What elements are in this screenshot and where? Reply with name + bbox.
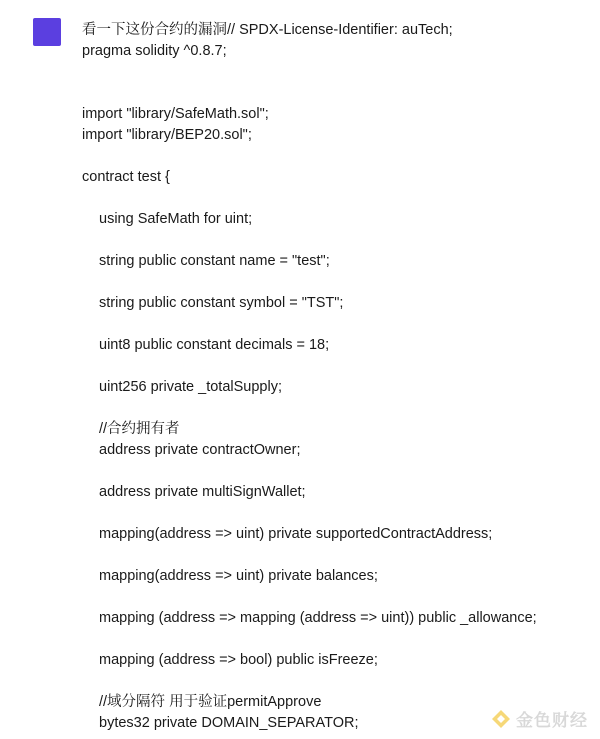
code-line: 看一下这份合约的漏洞// SPDX-License-Identifier: auTech; xyxy=(82,22,453,38)
code-line: uint256 private _totalSupply; xyxy=(99,379,282,395)
code-line: string public constant name = "test"; xyxy=(99,253,330,269)
message-body xyxy=(82,20,592,734)
blank-line xyxy=(82,62,592,83)
blank-line xyxy=(82,230,592,251)
blank-line xyxy=(82,545,592,566)
blank-line xyxy=(82,587,592,608)
watermark xyxy=(491,706,588,731)
code-line: uint8 public constant decimals = 18; xyxy=(99,337,330,353)
user-avatar xyxy=(33,18,61,46)
code-line: import "library/SafeMath.sol"; xyxy=(82,106,269,122)
code-line: import "library/BEP20.sol"; xyxy=(82,127,252,143)
jinse-logo-icon xyxy=(491,709,511,729)
blank-line xyxy=(82,629,592,650)
code-line: address private contractOwner; xyxy=(99,442,301,458)
blank-line xyxy=(82,83,592,104)
code-line: pragma solidity ^0.8.7; xyxy=(82,43,227,59)
code-line: mapping (address => mapping (address => uint)) public _allowance; xyxy=(99,610,537,626)
blank-line xyxy=(82,314,592,335)
code-line: using SafeMath for uint; xyxy=(99,211,253,227)
code-line: address private multiSignWallet; xyxy=(99,484,306,500)
blank-line xyxy=(82,503,592,524)
blank-line xyxy=(82,398,592,419)
blank-line xyxy=(82,146,592,167)
blank-line xyxy=(82,461,592,482)
code-line: string public constant symbol = "TST"; xyxy=(99,295,344,311)
code-line: //域分隔符 用于验证permitApprove xyxy=(99,694,322,710)
code-line: mapping (address => bool) public isFreeze; xyxy=(99,652,378,668)
blank-line xyxy=(82,671,592,692)
blank-line xyxy=(82,356,592,377)
code-line: mapping(address => uint) private balances; xyxy=(99,568,378,584)
watermark-text: 金色财经 xyxy=(516,711,588,731)
code-line: bytes32 private DOMAIN_SEPARATOR; xyxy=(99,715,359,731)
blank-line xyxy=(82,188,592,209)
code-line: contract test { xyxy=(82,169,170,185)
blank-line xyxy=(82,272,592,293)
code-line: //合约拥有者 xyxy=(99,421,180,437)
code-line: mapping(address => uint) private supportedContractAddress; xyxy=(99,526,493,542)
